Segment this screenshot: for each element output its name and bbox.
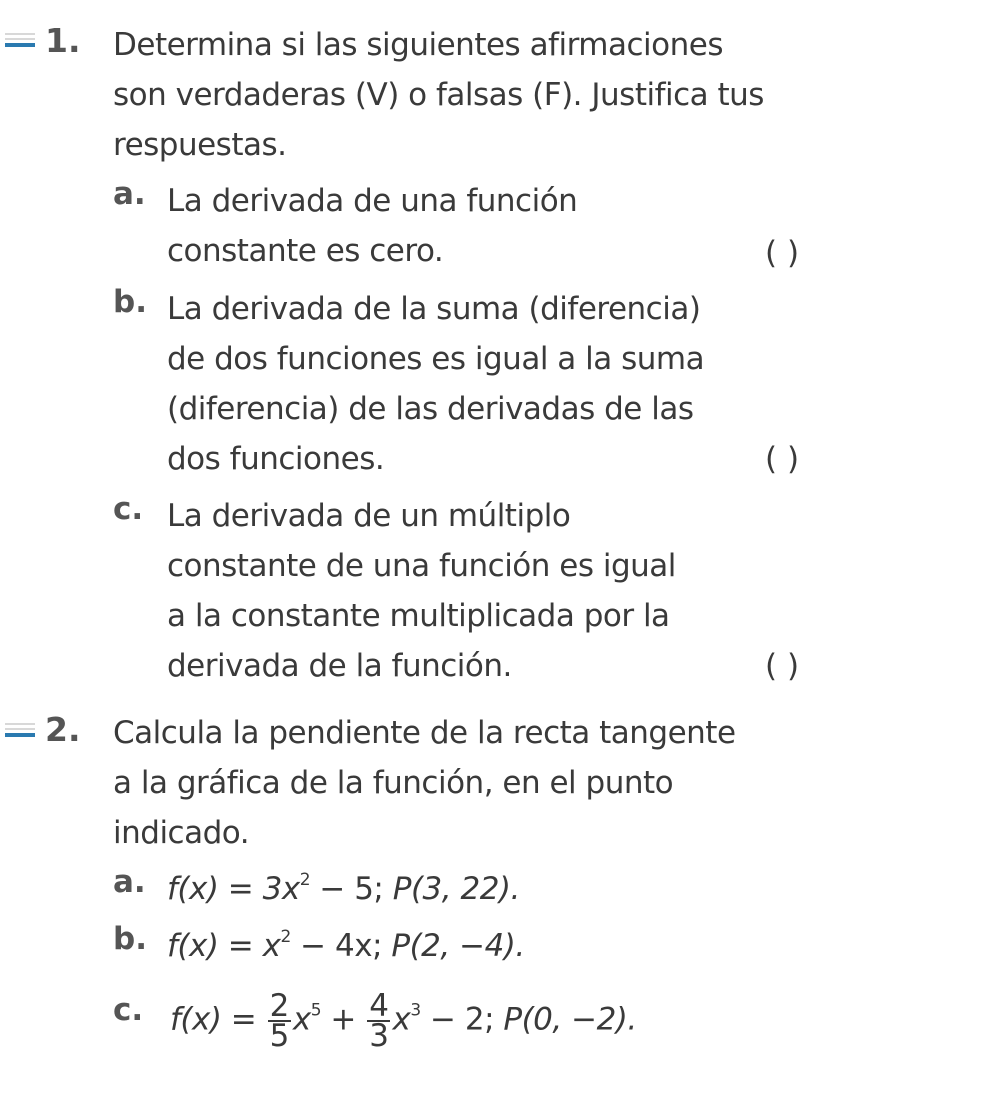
item-label: b. [113,921,147,957]
text-line: son verdaderas (V) o falsas (F). Justifica tus [113,77,764,113]
text-line: de dos funciones es igual a la suma [167,341,705,377]
exponent: 5 [310,1000,322,1021]
math: − 4x; [290,928,392,964]
math: x [292,1001,311,1038]
item-label: a. [113,176,146,212]
exercise-level-icon [5,33,35,47]
point: P(3, 22). [392,871,520,907]
function-b [167,921,525,971]
text-line: La derivada de una función [167,183,578,219]
math: + [321,1001,366,1038]
text-line: Determina si las siguientes afirmaciones [113,27,723,63]
statement-c [167,491,676,691]
denominator: 5 [269,1018,289,1054]
point: P(0, −2). [503,1001,637,1038]
statement-a [167,176,577,276]
numerator: 4 [369,988,389,1024]
function-c [170,988,637,1054]
text-line: derivada de la función. [167,648,512,684]
text-line: constante de una función es igual [167,548,676,584]
math: − 5; [310,871,393,907]
item-label: b. [113,284,147,320]
denominator: 3 [369,1018,389,1054]
item-label: a. [113,864,146,900]
text-line: constante es cero. [167,233,444,269]
text-line: La derivada de la suma (diferencia) [167,291,701,327]
function-a [167,864,520,914]
answer-blank[interactable]: ( ) [765,648,800,684]
fraction [268,988,291,1054]
math: f(x) = x [167,928,281,964]
item-label: c. [113,992,144,1028]
exponent: 3 [410,1000,421,1021]
text-line: indicado. [113,815,250,851]
math: − 2; [420,1001,504,1038]
text-line: a la gráfica de la función, en el punto [113,765,674,801]
question-number: 2. [45,710,81,749]
text-line: dos funciones. [167,441,385,477]
point: P(2, −4). [391,928,525,964]
math: x [392,1001,411,1038]
question-1-text [113,20,764,170]
exercise-level-icon [5,723,35,737]
question-number: 1. [45,21,81,60]
statement-b [167,284,704,484]
answer-blank[interactable]: ( ) [765,441,800,477]
math: f(x) = 3x [167,871,300,907]
answer-blank[interactable]: ( ) [765,235,800,271]
text-line: respuestas. [113,127,287,163]
text-line: (diferencia) de las derivadas de las [167,391,694,427]
fraction [367,988,390,1054]
exponent: 2 [280,927,291,947]
text-line: Calcula la pendiente de la recta tangente [113,715,736,751]
text-line: La derivada de un múltiplo [167,498,571,534]
item-label: c. [113,491,144,527]
text-line: a la constante multiplicada por la [167,598,670,634]
exponent: 2 [299,870,311,890]
numerator: 2 [269,988,289,1024]
math: f(x) = [170,1001,266,1038]
question-2-text [113,708,736,858]
